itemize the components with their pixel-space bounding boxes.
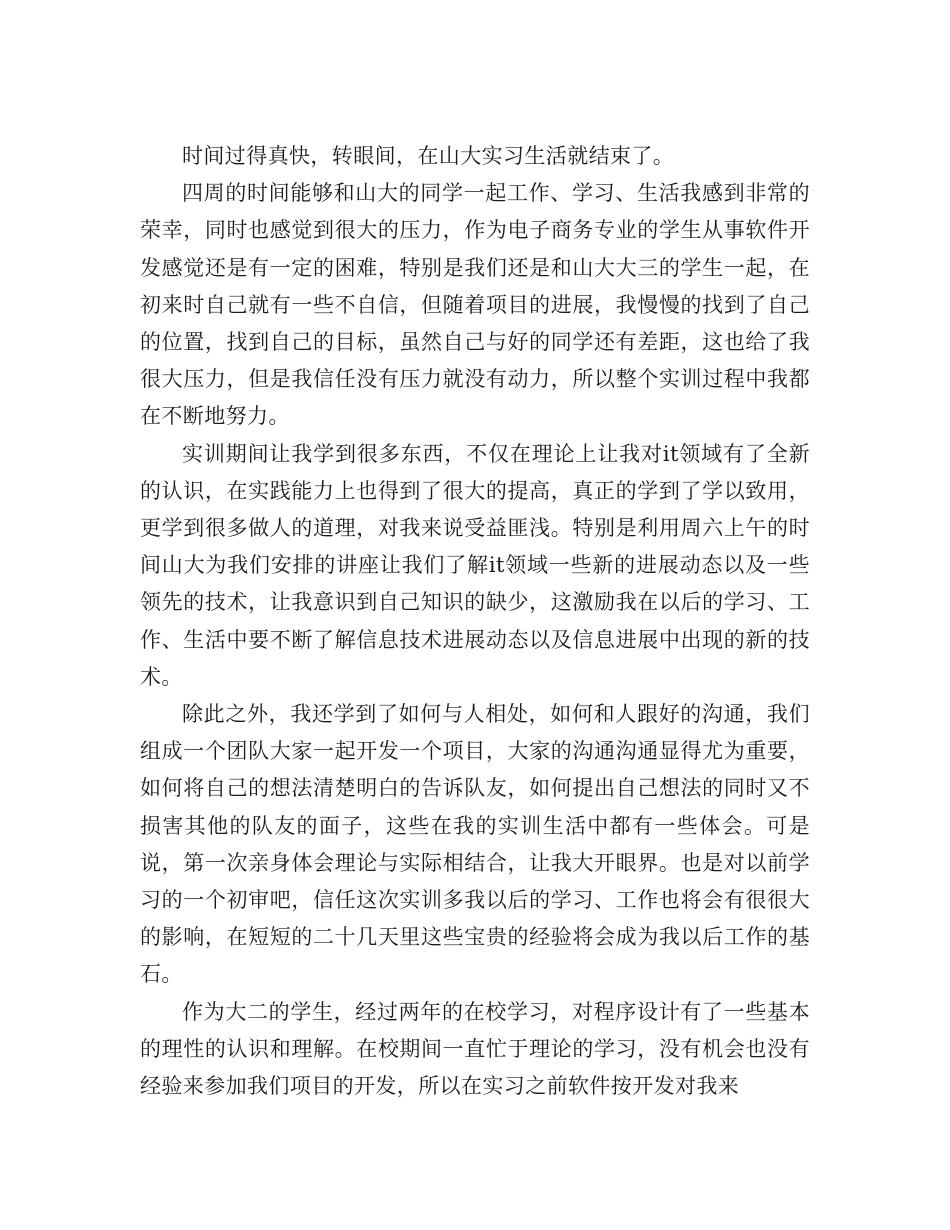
paragraph-3: 实训期间让我学到很多东西，不仅在理论上让我对it领域有了全新的认识，在实践能力上也得到了很大的提高，真正的学到了学以致用，更学到很多做人的道理，对我来说受益匪浅。特别是利用周六上午的时间山大为我们安排的讲座让我们了解it领域一些新的进展动态以及一些领先的技术，让我意识到自己知识的缺少，这激励我在以后的学习、工作、生活中要不断了解信息技术进展动态以及信息进展中出现的新的技术。 (140, 441, 810, 689)
document-body (140, 138, 810, 1105)
paragraph-5: 作为大二的学生，经过两年的在校学习，对程序设计有了一些基本的理性的认识和理解。在校期间一直忙于理论的学习，没有机会也没有经验来参加我们项目的开发，所以在实习之前软件按开发对我来 (140, 999, 810, 1099)
paragraph-2: 四周的时间能够和山大的同学一起工作、学习、生活我感到非常的荣幸，同时也感觉到很大的压力，作为电子商务专业的学生从事软件开发感觉还是有一定的困难，特别是我们还是和山大大三的学生一起，在初来时自己就有一些不自信，但随着项目的进展，我慢慢的找到了自己的位置，找到自己的目标，虽然自己与好的同学还有差距，这也给了我很大压力，但是我信任没有压力就没有动力，所以整个实训过程中我都在不断地努力。 (140, 181, 810, 429)
paragraph-4: 除此之外，我还学到了如何与人相处，如何和人跟好的沟通，我们组成一个团队大家一起开发一个项目，大家的沟通沟通显得尤为重要，如何将自己的想法清楚明白的告诉队友，如何提出自己想法的同时又不损害其他的队友的面子，这些在我的实训生活中都有一些体会。可是说，第一次亲身体会理论与实际相结合，让我大开眼界。也是对以前学习的一个初审吧，信任这次实训多我以后的学习、工作也将会有很很大的影响，在短短的二十几天里这些宝贵的经验将会成为我以后工作的基石。 (140, 702, 810, 987)
paragraph-1: 时间过得真快，转眼间，在山大实习生活就结束了。 (182, 144, 675, 168)
